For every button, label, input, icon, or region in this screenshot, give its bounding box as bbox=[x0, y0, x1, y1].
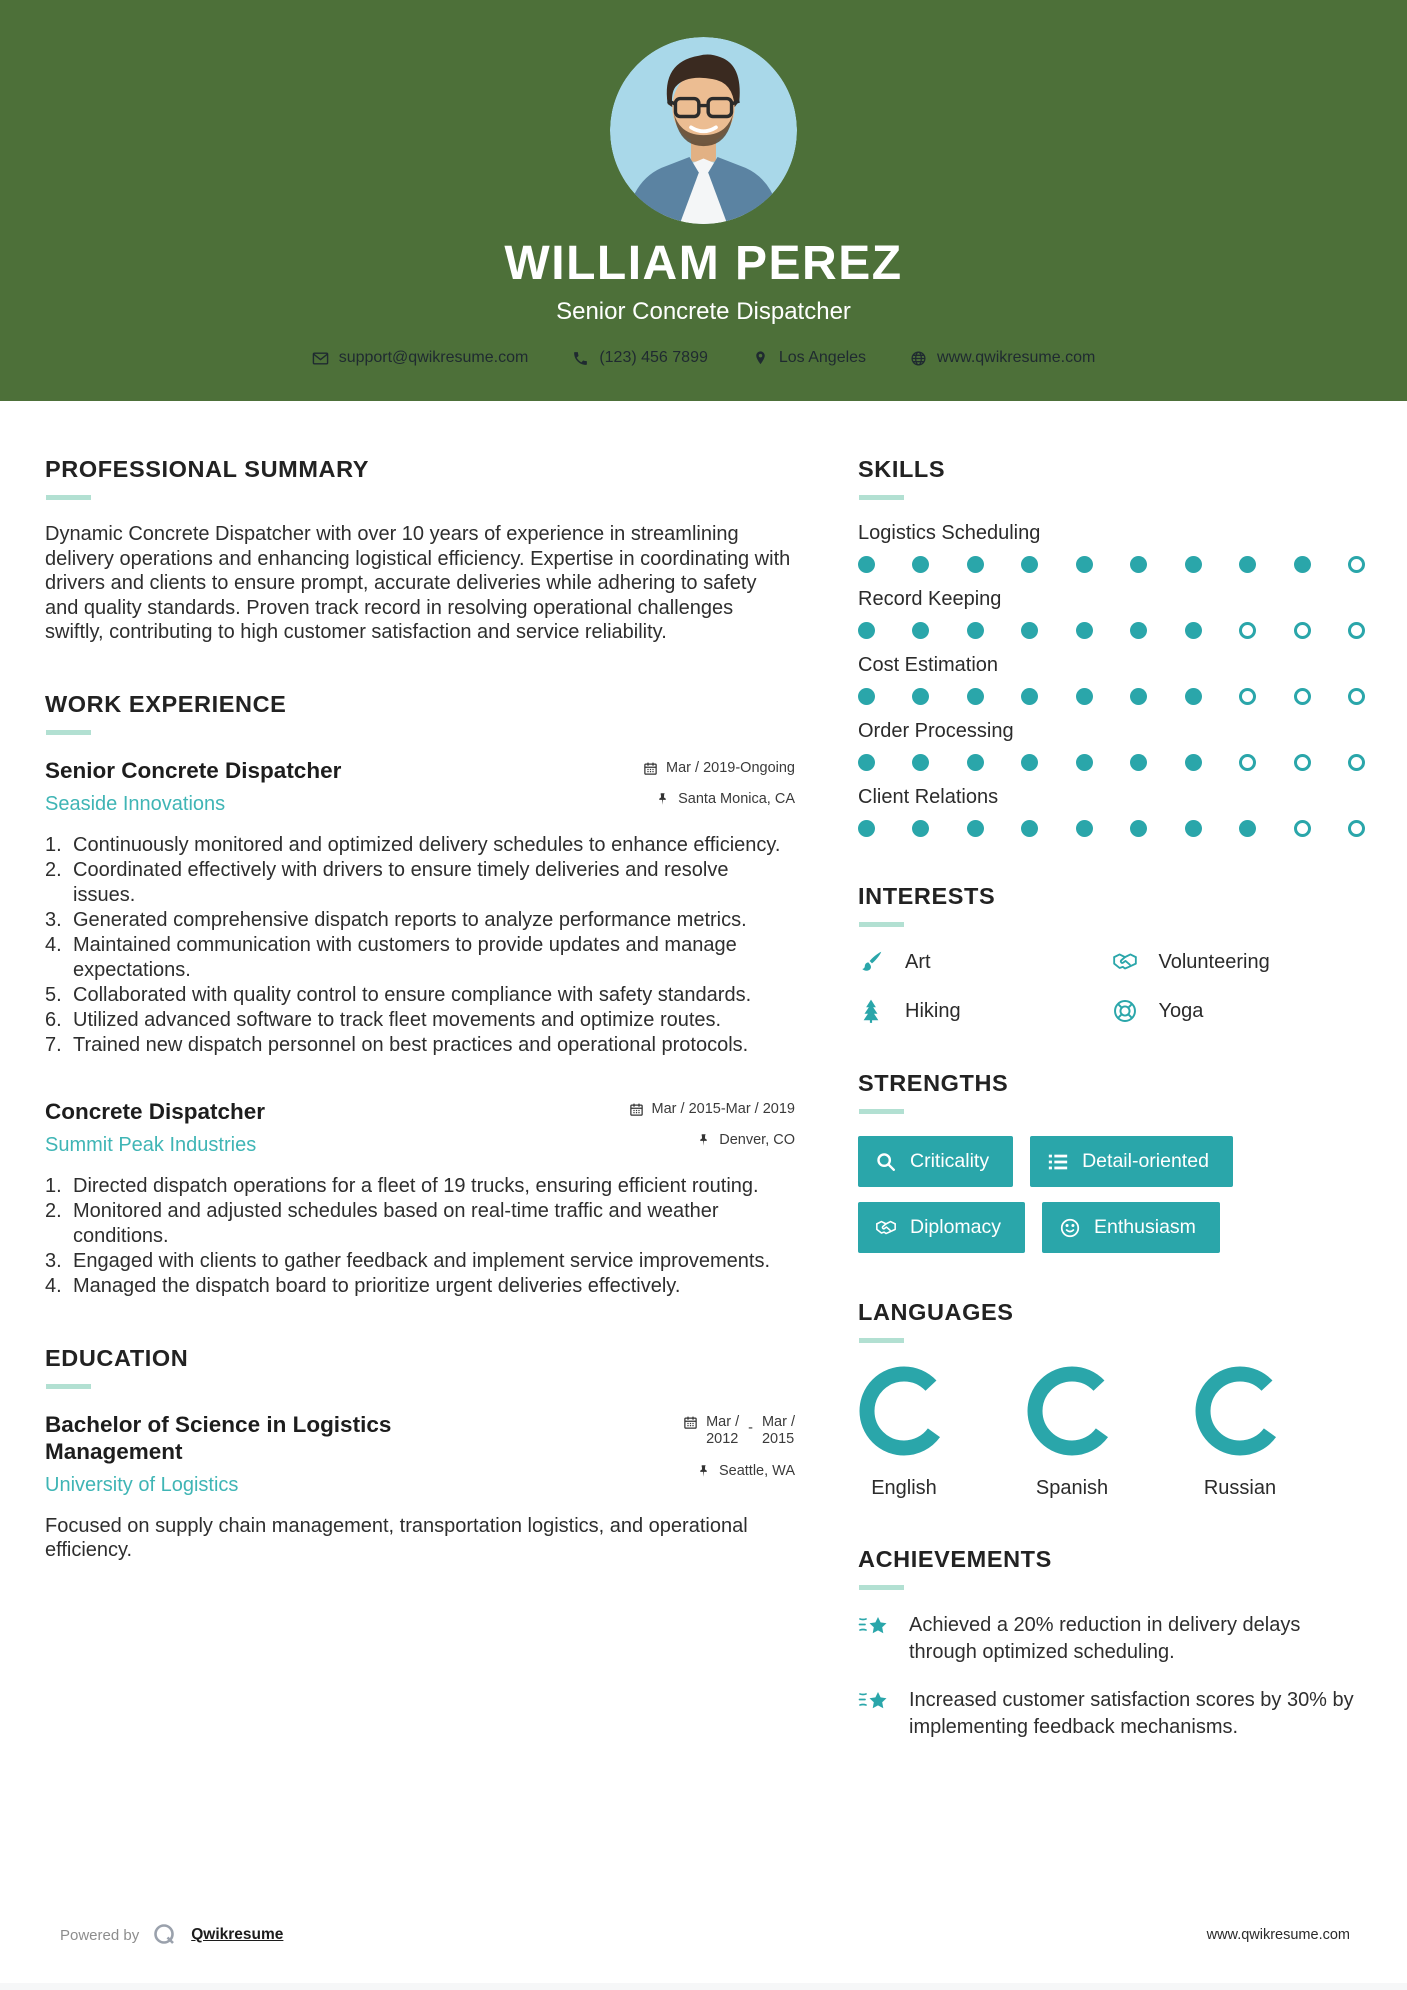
skill-dot-filled bbox=[1076, 754, 1093, 771]
skill-dot-filled bbox=[1076, 688, 1093, 705]
languages-heading: LANGUAGES bbox=[858, 1299, 1014, 1325]
date-separator: - bbox=[748, 1419, 753, 1436]
section-strengths bbox=[858, 1070, 1365, 1253]
contact-row bbox=[0, 349, 1407, 367]
skill-dot-empty bbox=[1294, 754, 1311, 771]
job-company: Summit Peak Industries bbox=[45, 1133, 257, 1156]
skill-dot-filled bbox=[1130, 556, 1147, 573]
skill-row bbox=[858, 522, 1365, 573]
calendar-icon bbox=[629, 1102, 644, 1117]
person-job-title: Senior Concrete Dispatcher bbox=[556, 298, 851, 326]
education-heading: EDUCATION bbox=[45, 1344, 189, 1371]
experience-heading: WORK EXPERIENCE bbox=[45, 690, 287, 717]
strengths-heading: STRENGTHS bbox=[858, 1070, 1009, 1096]
contact-location: Los Angeles bbox=[752, 349, 866, 367]
contact-website[interactable]: www.qwikresume.com bbox=[910, 349, 1095, 367]
job-entry bbox=[45, 1098, 795, 1299]
heading-underline bbox=[859, 495, 904, 500]
achievement-item bbox=[858, 1687, 1365, 1741]
heading-underline bbox=[46, 730, 91, 735]
skill-row bbox=[858, 588, 1365, 639]
interest-label: Volunteering bbox=[1158, 950, 1270, 973]
skill-dot-filled bbox=[1185, 820, 1202, 837]
envelope-icon bbox=[312, 350, 329, 367]
strength-badge: Diplomacy bbox=[858, 1202, 1025, 1253]
job-bullet: Utilized advanced software to track fleet movements and optimize routes. bbox=[73, 1008, 722, 1031]
section-achievements bbox=[858, 1546, 1365, 1741]
language-item bbox=[858, 1365, 950, 1500]
language-label: Spanish bbox=[1035, 1477, 1109, 1499]
left-column bbox=[45, 456, 795, 1787]
summary-text: Dynamic Concrete Dispatcher with over 10 years of experience in streamlining delivery operations and enhancing logistical efficiency. Expertise in coordinating with drivers and clients to ensure prompt, accurate deliveries while adhering to safety and quality standards. Proven track record in resolving operational challenges swiftly, contributing to high customer satisfaction and service reliability. bbox=[45, 523, 791, 643]
right-column bbox=[858, 456, 1365, 1787]
skill-dot-empty bbox=[1348, 820, 1365, 837]
interest-item bbox=[1112, 949, 1366, 975]
skill-name: Logistics Scheduling bbox=[858, 522, 1041, 544]
strength-badge: Criticality bbox=[858, 1136, 1013, 1187]
achievement-text: Increased customer satisfaction scores by 30% by implementing feedback mechanisms. bbox=[909, 1689, 1354, 1738]
heading-underline bbox=[46, 1384, 91, 1389]
handshake-icon bbox=[1112, 949, 1138, 975]
page-bottom-edge bbox=[0, 1983, 1407, 1990]
job-bullet: Continuously monitored and optimized delivery schedules to enhance efficiency. bbox=[73, 833, 781, 856]
skill-name: Client Relations bbox=[858, 786, 999, 808]
education-dates: Mar / 2012 - Mar / 2015 bbox=[683, 1414, 795, 1448]
skill-dot-filled bbox=[1076, 556, 1093, 573]
heading-underline bbox=[859, 922, 904, 927]
skill-dot-filled bbox=[1021, 754, 1038, 771]
skill-dot-filled bbox=[1021, 622, 1038, 639]
powered-by-label: Powered by bbox=[60, 1926, 140, 1944]
skill-dot-filled bbox=[912, 754, 929, 771]
skill-dot-filled bbox=[967, 688, 984, 705]
achievement-item bbox=[858, 1612, 1365, 1666]
skill-dot-filled bbox=[1076, 622, 1093, 639]
skill-level-dots bbox=[858, 688, 1365, 705]
resume-body bbox=[0, 401, 1407, 1787]
map-marker-icon bbox=[752, 350, 769, 367]
qwikresume-link[interactable]: Qwikresume bbox=[191, 1926, 284, 1943]
skill-name: Cost Estimation bbox=[858, 654, 999, 676]
skill-dot-empty bbox=[1239, 688, 1256, 705]
job-bullet-list bbox=[45, 833, 795, 1058]
skill-name: Record Keeping bbox=[858, 588, 1002, 610]
skill-dot-filled bbox=[912, 688, 929, 705]
page-footer bbox=[60, 1922, 1350, 1948]
skill-dot-empty bbox=[1239, 754, 1256, 771]
skill-dot-empty bbox=[1294, 820, 1311, 837]
skill-dot-empty bbox=[1348, 754, 1365, 771]
achievements-heading: ACHIEVEMENTS bbox=[858, 1546, 1052, 1572]
job-company: Seaside Innovations bbox=[45, 792, 226, 815]
skill-dot-filled bbox=[912, 622, 929, 639]
skill-dot-filled bbox=[1185, 688, 1202, 705]
language-ring bbox=[1194, 1365, 1286, 1457]
job-title: Senior Concrete Dispatcher bbox=[45, 757, 342, 783]
interest-item bbox=[858, 949, 1112, 975]
skill-dot-filled bbox=[1239, 820, 1256, 837]
achievement-text: Achieved a 20% reduction in delivery delays through optimized scheduling. bbox=[909, 1614, 1301, 1663]
skill-dot-filled bbox=[858, 820, 875, 837]
school-name: University of Logistics bbox=[45, 1473, 239, 1496]
skill-dot-filled bbox=[1185, 754, 1202, 771]
shooting-star-icon bbox=[858, 1614, 892, 1644]
job-dates: Mar / 2015-Mar / 2019 bbox=[629, 1101, 795, 1117]
skill-dot-empty bbox=[1294, 688, 1311, 705]
heading-underline bbox=[859, 1109, 904, 1114]
language-label: Russian bbox=[1203, 1477, 1277, 1499]
lifebuoy-icon bbox=[1112, 998, 1138, 1024]
job-bullet-list bbox=[45, 1174, 795, 1299]
interest-label: Hiking bbox=[905, 999, 961, 1022]
skill-dot-filled bbox=[1294, 556, 1311, 573]
smiley-icon bbox=[1059, 1217, 1081, 1239]
job-location: Santa Monica, CA bbox=[655, 791, 795, 807]
avatar bbox=[610, 37, 797, 224]
powered-by bbox=[60, 1922, 283, 1948]
job-bullet: Engaged with clients to gather feedback and implement service improvements. bbox=[73, 1249, 771, 1272]
skill-dot-empty bbox=[1348, 556, 1365, 573]
skill-dot-filled bbox=[1185, 556, 1202, 573]
section-interests bbox=[858, 883, 1365, 1024]
skill-dot-filled bbox=[1185, 622, 1202, 639]
skill-dot-filled bbox=[858, 688, 875, 705]
skill-level-dots bbox=[858, 622, 1365, 639]
skill-dot-filled bbox=[967, 754, 984, 771]
job-bullet: Collaborated with quality control to ensure compliance with safety standards. bbox=[73, 983, 752, 1006]
education-description: Focused on supply chain management, transportation logistics, and operational efficiency. bbox=[45, 1514, 748, 1561]
skill-dot-empty bbox=[1239, 622, 1256, 639]
education-entry bbox=[45, 1411, 795, 1563]
skill-dot-filled bbox=[1021, 556, 1038, 573]
strength-badge: Enthusiasm bbox=[1042, 1202, 1220, 1253]
list-icon bbox=[1047, 1151, 1069, 1173]
skill-dot-filled bbox=[858, 754, 875, 771]
skill-dot-empty bbox=[1348, 622, 1365, 639]
interest-item bbox=[1112, 998, 1366, 1024]
header-banner bbox=[0, 0, 1407, 401]
skill-dot-empty bbox=[1348, 688, 1365, 705]
skill-row bbox=[858, 720, 1365, 771]
job-bullet: Generated comprehensive dispatch reports to analyze performance metrics. bbox=[73, 908, 747, 931]
skill-dot-filled bbox=[912, 556, 929, 573]
degree-title: Bachelor of Science in Logistics Management bbox=[45, 1411, 392, 1464]
skill-dot-filled bbox=[1021, 688, 1038, 705]
phone-icon bbox=[572, 350, 589, 367]
contact-email[interactable]: support@qwikresume.com bbox=[312, 349, 529, 367]
heading-underline bbox=[859, 1585, 904, 1590]
language-ring bbox=[1026, 1365, 1118, 1457]
job-bullet: Trained new dispatch personnel on best practices and operational protocols. bbox=[73, 1033, 749, 1056]
person-name: WILLIAM PEREZ bbox=[504, 237, 903, 290]
skill-level-dots bbox=[858, 820, 1365, 837]
skill-dot-filled bbox=[1130, 754, 1147, 771]
job-bullet: Monitored and adjusted schedules based on real-time traffic and weather conditions. bbox=[73, 1199, 719, 1247]
skill-name: Order Processing bbox=[858, 720, 1014, 742]
skill-row bbox=[858, 654, 1365, 705]
section-languages bbox=[858, 1299, 1365, 1500]
strength-badge: Detail-oriented bbox=[1030, 1136, 1233, 1187]
job-bullet: Directed dispatch operations for a fleet of 19 trucks, ensuring efficient routing. bbox=[73, 1174, 759, 1197]
profile-photo-illustration bbox=[610, 37, 797, 224]
qwikresume-logo bbox=[152, 1922, 178, 1948]
skill-dot-filled bbox=[967, 622, 984, 639]
skill-dot-filled bbox=[967, 556, 984, 573]
pushpin-icon bbox=[696, 1133, 711, 1148]
pushpin-icon bbox=[655, 792, 670, 807]
shooting-star-icon bbox=[858, 1689, 892, 1719]
language-item bbox=[1194, 1365, 1286, 1500]
language-ring bbox=[858, 1365, 950, 1457]
skill-dot-filled bbox=[1130, 688, 1147, 705]
contact-phone: (123) 456 7899 bbox=[572, 349, 708, 367]
skill-dot-empty bbox=[1294, 622, 1311, 639]
section-education bbox=[45, 1345, 795, 1563]
language-item bbox=[1026, 1365, 1118, 1500]
education-location: Seattle, WA bbox=[696, 1463, 795, 1479]
interest-item bbox=[858, 998, 1112, 1024]
calendar-icon bbox=[683, 1415, 698, 1430]
skill-dot-filled bbox=[1076, 820, 1093, 837]
section-skills bbox=[858, 456, 1365, 837]
heading-underline bbox=[859, 1338, 904, 1343]
job-dates: Mar / 2019-Ongoing bbox=[643, 760, 795, 776]
skill-dot-filled bbox=[858, 622, 875, 639]
language-label: English bbox=[871, 1477, 937, 1499]
interest-label: Art bbox=[905, 950, 931, 973]
skill-dot-filled bbox=[858, 556, 875, 573]
skills-heading: SKILLS bbox=[858, 456, 946, 482]
job-bullet: Coordinated effectively with drivers to ensure timely deliveries and resolve issues. bbox=[73, 858, 729, 906]
job-location: Denver, CO bbox=[696, 1132, 795, 1148]
handshake-icon bbox=[875, 1217, 897, 1239]
skill-level-dots bbox=[858, 556, 1365, 573]
skill-dot-filled bbox=[967, 820, 984, 837]
search-icon bbox=[875, 1151, 897, 1173]
skill-level-dots bbox=[858, 754, 1365, 771]
heading-underline bbox=[46, 495, 91, 500]
globe-icon bbox=[910, 350, 927, 367]
section-experience bbox=[45, 691, 795, 1299]
pushpin-icon bbox=[696, 1464, 711, 1479]
summary-heading: PROFESSIONAL SUMMARY bbox=[45, 456, 370, 482]
job-title: Concrete Dispatcher bbox=[45, 1098, 266, 1124]
job-bullet: Managed the dispatch board to prioritize urgent deliveries effectively. bbox=[73, 1274, 681, 1297]
interests-heading: INTERESTS bbox=[858, 883, 996, 909]
skill-row bbox=[858, 786, 1365, 837]
pine-tree-icon bbox=[858, 998, 884, 1024]
skill-dot-filled bbox=[1021, 820, 1038, 837]
job-entry bbox=[45, 757, 795, 1058]
skill-dot-filled bbox=[1130, 622, 1147, 639]
interest-label: Yoga bbox=[1158, 999, 1204, 1022]
skill-dot-filled bbox=[912, 820, 929, 837]
job-bullet: Maintained communication with customers to provide updates and manage expectations. bbox=[73, 933, 737, 981]
skill-dot-filled bbox=[1239, 556, 1256, 573]
footer-website-link[interactable]: www.qwikresume.com bbox=[1206, 1927, 1350, 1943]
paintbrush-icon bbox=[858, 949, 884, 975]
calendar-icon bbox=[643, 761, 658, 776]
section-summary bbox=[45, 456, 795, 645]
skill-dot-filled bbox=[1130, 820, 1147, 837]
